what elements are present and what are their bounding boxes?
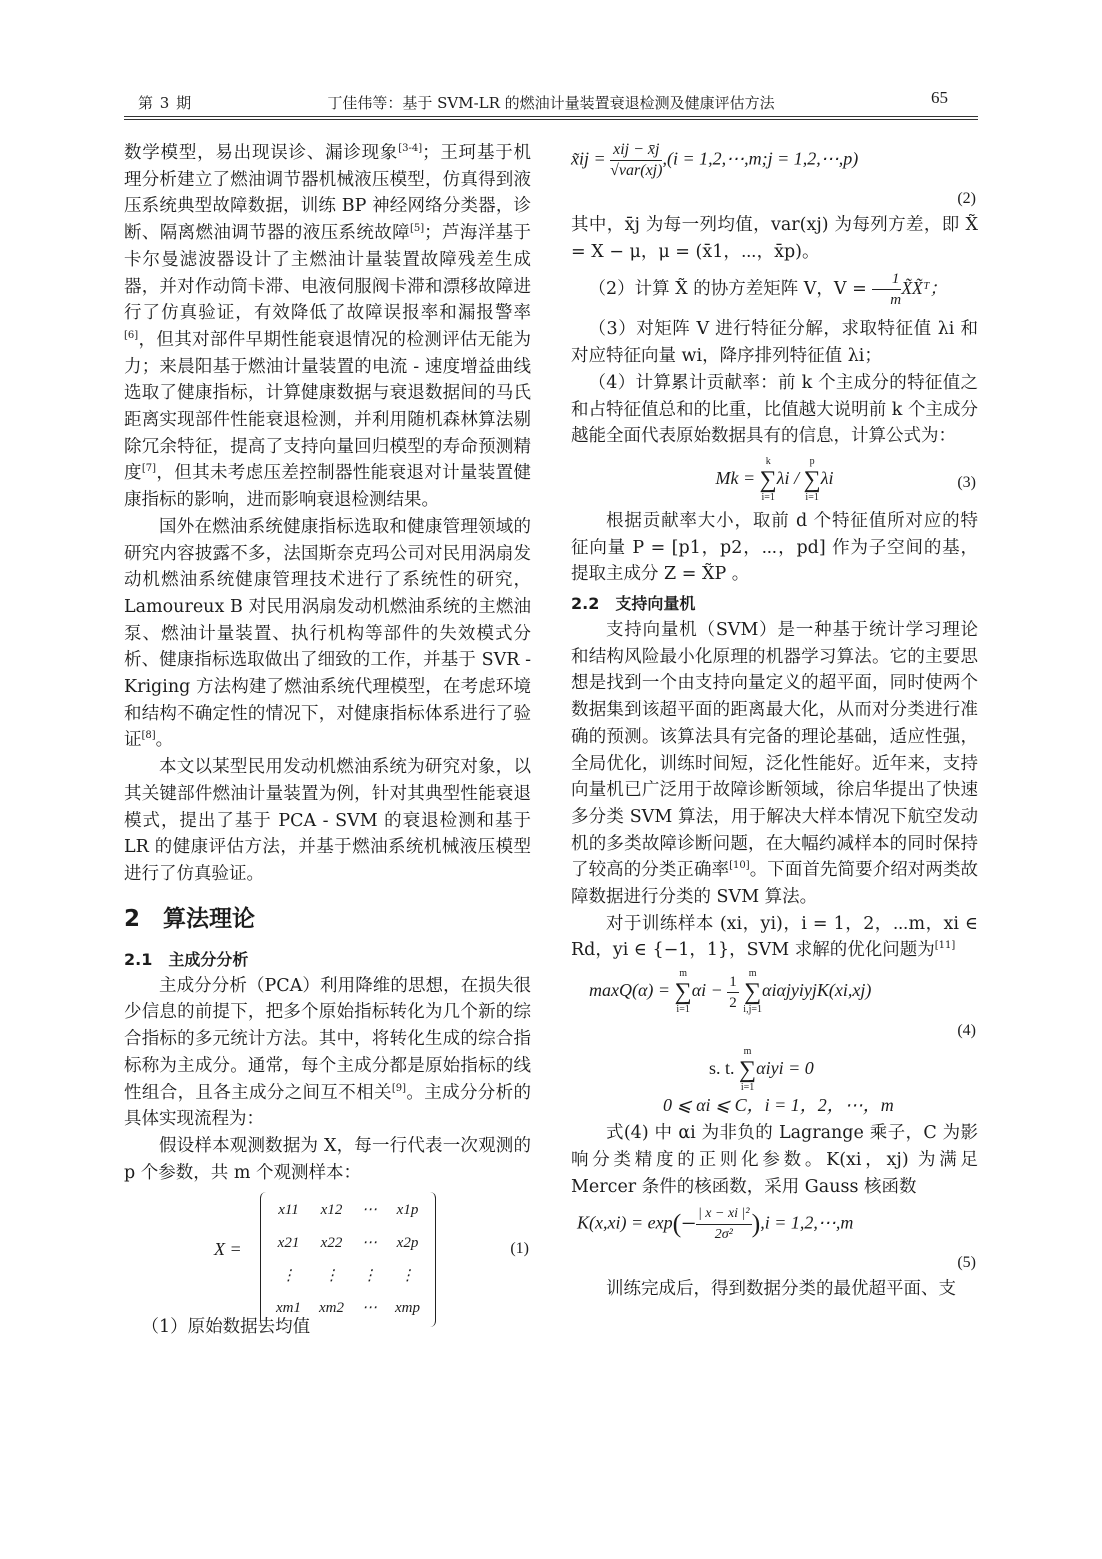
matrix-cell: ⋮: [362, 1267, 377, 1284]
paragraph: 数学模型，易出现误诊、漏诊现象[3-4]；王珂基于机理分析建立了燃油调节器机械液压模型，仿真得到液压系统典型故障数据，训练 BP 神经网络分类器，诊断、隔离燃油调节器的液压系统故障[5]；芦海洋基于卡尔曼滤波器设计了主燃油计量装置故障残差生成器，并对作动筒卡滞、电液伺服阀卡滞和漂移故障进行了仿真验证，有效降低了故障误报率和漏报警率[6]，但其对部件早期性能衰退情况的检测评估无能为力；来晨阳基于燃油计量装置的电流 - 速度增益曲线选取了健康指标，计算健康数据与衰退数据间的马氏距离实现部件性能衰退检测，并利用随机森林算法剔除冗余特征，提高了支持向量回归模型的寿命预测精度[7]，但其未考虑压差控制器性能衰退对计量装置健康指标的影响，进而影响衰退检测结果。: [124, 143, 532, 511]
equation-5: K(x,xi) = exp(− $\frac{\text{| x − xi |²}}{\text{2σ²}}$ ),i = 1,2,⋯,m: [577, 1206, 854, 1243]
running-title: 丁佳伟等：基于 SVM-LR 的燃油计量装置衰退检测及健康评估方法: [327, 94, 775, 112]
step-text: （2）计算 X̃ 的协方差矩阵 V，V = $\frac{1}{m}$ X̃X̃ᵀ；: [588, 271, 947, 309]
matrix-cell: xmp: [395, 1300, 420, 1317]
equation-number: (3): [957, 473, 976, 491]
paragraph: 假设样本观测数据为 X，每一行代表一次观测的 p 个参数，共 m 个观测样本：: [124, 1135, 531, 1183]
citation[interactable]: [7]: [141, 463, 157, 475]
step-text: （3）对矩阵 V 进行特征分解，求取特征值 λi 和对应特征向量 wi，降序排列特征值 λi；: [571, 319, 978, 367]
paragraph: 主成分分析（PCA）利用降维的思想，在损失很少信息的前提下，把多个原始指标转化为几个新的综合指标的多元统计方法。其中，将转化生成的综合指标称为主成分。通常，每个主成分都是原始指标的线性组合，且各主成分之间互不相关[9]。主成分分析的具体实现流程为：: [124, 975, 532, 1130]
matrix-cell: x1p: [396, 1202, 419, 1219]
equation-4: maxQ(α) = m ∑ i=1αi − $\frac{1}{2}$ m ∑ i,j=1αiαjyiyjK(xi,xj): [589, 968, 872, 1016]
header-rule-thick: [124, 116, 978, 117]
header-rule-thin: [124, 119, 978, 120]
citation[interactable]: [9]: [391, 1082, 407, 1094]
eq2-lhs: x̃ij =: [571, 148, 606, 169]
page-number: 65: [931, 88, 948, 107]
matrix-cell: x12: [320, 1202, 343, 1219]
matrix-cell: ⋯: [362, 1300, 377, 1317]
matrix-cell: xm2: [319, 1300, 344, 1317]
equation-5-number-line: [571, 1250, 978, 1276]
matrix-cell: x22: [320, 1235, 343, 1252]
step-text: （1）原始数据去均值: [141, 1317, 311, 1338]
equation-2-number-line: [571, 186, 978, 212]
paragraph: 根据贡献率大小，取前 d 个特征值所对应的特征向量 P = [p1，p2，⋯，pd] 作为子空间的基，提取主成分 Z = X̃P 。: [571, 510, 978, 585]
matrix-cell: ⋯: [362, 1202, 377, 1219]
equation-number: (5): [957, 1254, 976, 1272]
equation-number: (1): [510, 1240, 529, 1258]
issue-label: 第 3 期: [138, 94, 193, 112]
section-heading: 2 算法理论: [124, 905, 256, 932]
paragraph: 训练完成后，得到数据分类的最优超平面、支: [606, 1279, 956, 1300]
citation[interactable]: [8]: [141, 730, 156, 742]
paragraph: 支持向量机（SVM）是一种基于统计学习理论和结构风险最小化原理的机器学习算法。它的主要思想是找到一个由支持向量定义的超平面，同时使两个数据集到该超平面的距离最大化，从而对分类进行准确的预测。该算法具有完备的理论基础，适应性强，全局优化，训练时间短，泛化性能好。近年来，支持向量机已广泛用于故障诊断领域，徐启华提出了快速多分类 SVM 算法，用于解决大样本情况下航空发动机的多类故障诊断问题，在大幅约减样本的同时保持了较高的分类正确率[10]。下面首先简要介绍对两类故障数据进行分类的 SVM 算法。: [571, 620, 979, 908]
matrix-cell: xm1: [276, 1300, 301, 1317]
citation[interactable]: [10]: [729, 860, 750, 872]
matrix-cell: ⋮: [400, 1267, 415, 1284]
eq1-lhs: X =: [214, 1239, 242, 1260]
matrix-cell: x11: [278, 1202, 299, 1219]
eq2-tail: ,(i = 1,2,⋯,m;j = 1,2,⋯,p): [662, 148, 859, 169]
matrix-cell: x21: [277, 1235, 300, 1252]
eq2-fraction: $\frac{\text{xij − x̄j}}{\text{√var(xj)}}$: [610, 141, 663, 179]
running-header: [124, 88, 978, 114]
equation-2: [571, 140, 978, 186]
matrix-table: [267, 1194, 429, 1325]
subsection-heading: 2.2 支持向量机: [571, 594, 696, 614]
matrix-row: [267, 1292, 429, 1325]
matrix-row: [267, 1227, 429, 1260]
subsection-heading: 2.1 主成分分析: [124, 949, 249, 969]
paragraph: 式(4) 中 αi 为非负的 Lagrange 乘子，C 为影响分类精度的正则化参数。K(xi，xj) 为满足 Mercer 条件的核函数，采用 Gauss 核函数: [571, 1123, 978, 1197]
equation-number: (2): [957, 190, 976, 207]
data-matrix: [260, 1192, 436, 1327]
matrix-cell: ⋮: [324, 1267, 339, 1284]
equation-3: Mk = k ∑ i=1λi / p ∑ i=1λi (3): [715, 455, 976, 503]
paragraph: 其中，x̄j 为每一列均值，var(xj) 为每列方差，即 X̃ = X − μ，μ = (x̄1，⋯，x̄p)。: [571, 215, 978, 262]
constraint-2: 0 ⩽ αi ⩽ C，i = 1，2，⋯，m: [663, 1095, 894, 1116]
paragraph: 对于训练样本 (xi，yi)，i = 1，2，⋯m，xi ∈ Rd，yi ∈ {−1，1}，SVM 求解的优化问题为[11]: [571, 913, 978, 961]
constraint-1: s. t. m ∑ i=1αiyi = 0: [709, 1046, 814, 1094]
matrix-cell: ⋮: [281, 1267, 296, 1284]
equation-4-number-line: [571, 1018, 978, 1046]
citation[interactable]: [11]: [934, 940, 956, 952]
equation-number: (4): [957, 1022, 976, 1040]
equation-1: [124, 1192, 531, 1317]
matrix-row: [267, 1194, 429, 1227]
paragraph: 本文以某型民用发动机燃油系统为研究对象，以其关键部件燃油计量装置为例，针对其典型性能衰退模式，提出了基于 PCA - SVM 的衰退检测和基于 LR 的健康评估方法，并基于燃油系统机械液压模型进行了仿真验证。: [124, 757, 531, 884]
step-text: （4）计算累计贡献率：前 k 个主成分的特征值之和占特征值总和的比重，比值越大说明前 k 个主成分越能全面代表原始数据具有的信息，计算公式为：: [571, 372, 978, 447]
matrix-cell: x2p: [396, 1235, 419, 1252]
citation[interactable]: [6]: [124, 330, 139, 342]
right-column: [571, 140, 978, 1303]
matrix-cell: ⋯: [362, 1235, 377, 1252]
matrix-row: [267, 1260, 429, 1293]
citation[interactable]: [5]: [409, 223, 425, 235]
left-column: [124, 140, 531, 1341]
citation[interactable]: [3-4]: [398, 143, 423, 155]
paragraph: 国外在燃油系统健康指标选取和健康管理领域的研究内容披露不多，法国斯奈克玛公司对民用涡扇发动机燃油系统健康管理技术进行了系统性的研究，Lamoureux B 对民用涡扇发动机燃油系统的主燃油泵、燃油计量装置、执行机构等部件的失效模式分析、健康指标选取做出了细致的工作，并基于 SVR - Kriging 方法构建了燃油系统代理模型，在考虑环境和结构不确定性的情况下，对健康指标体系进行了验证[8]。: [124, 516, 531, 751]
